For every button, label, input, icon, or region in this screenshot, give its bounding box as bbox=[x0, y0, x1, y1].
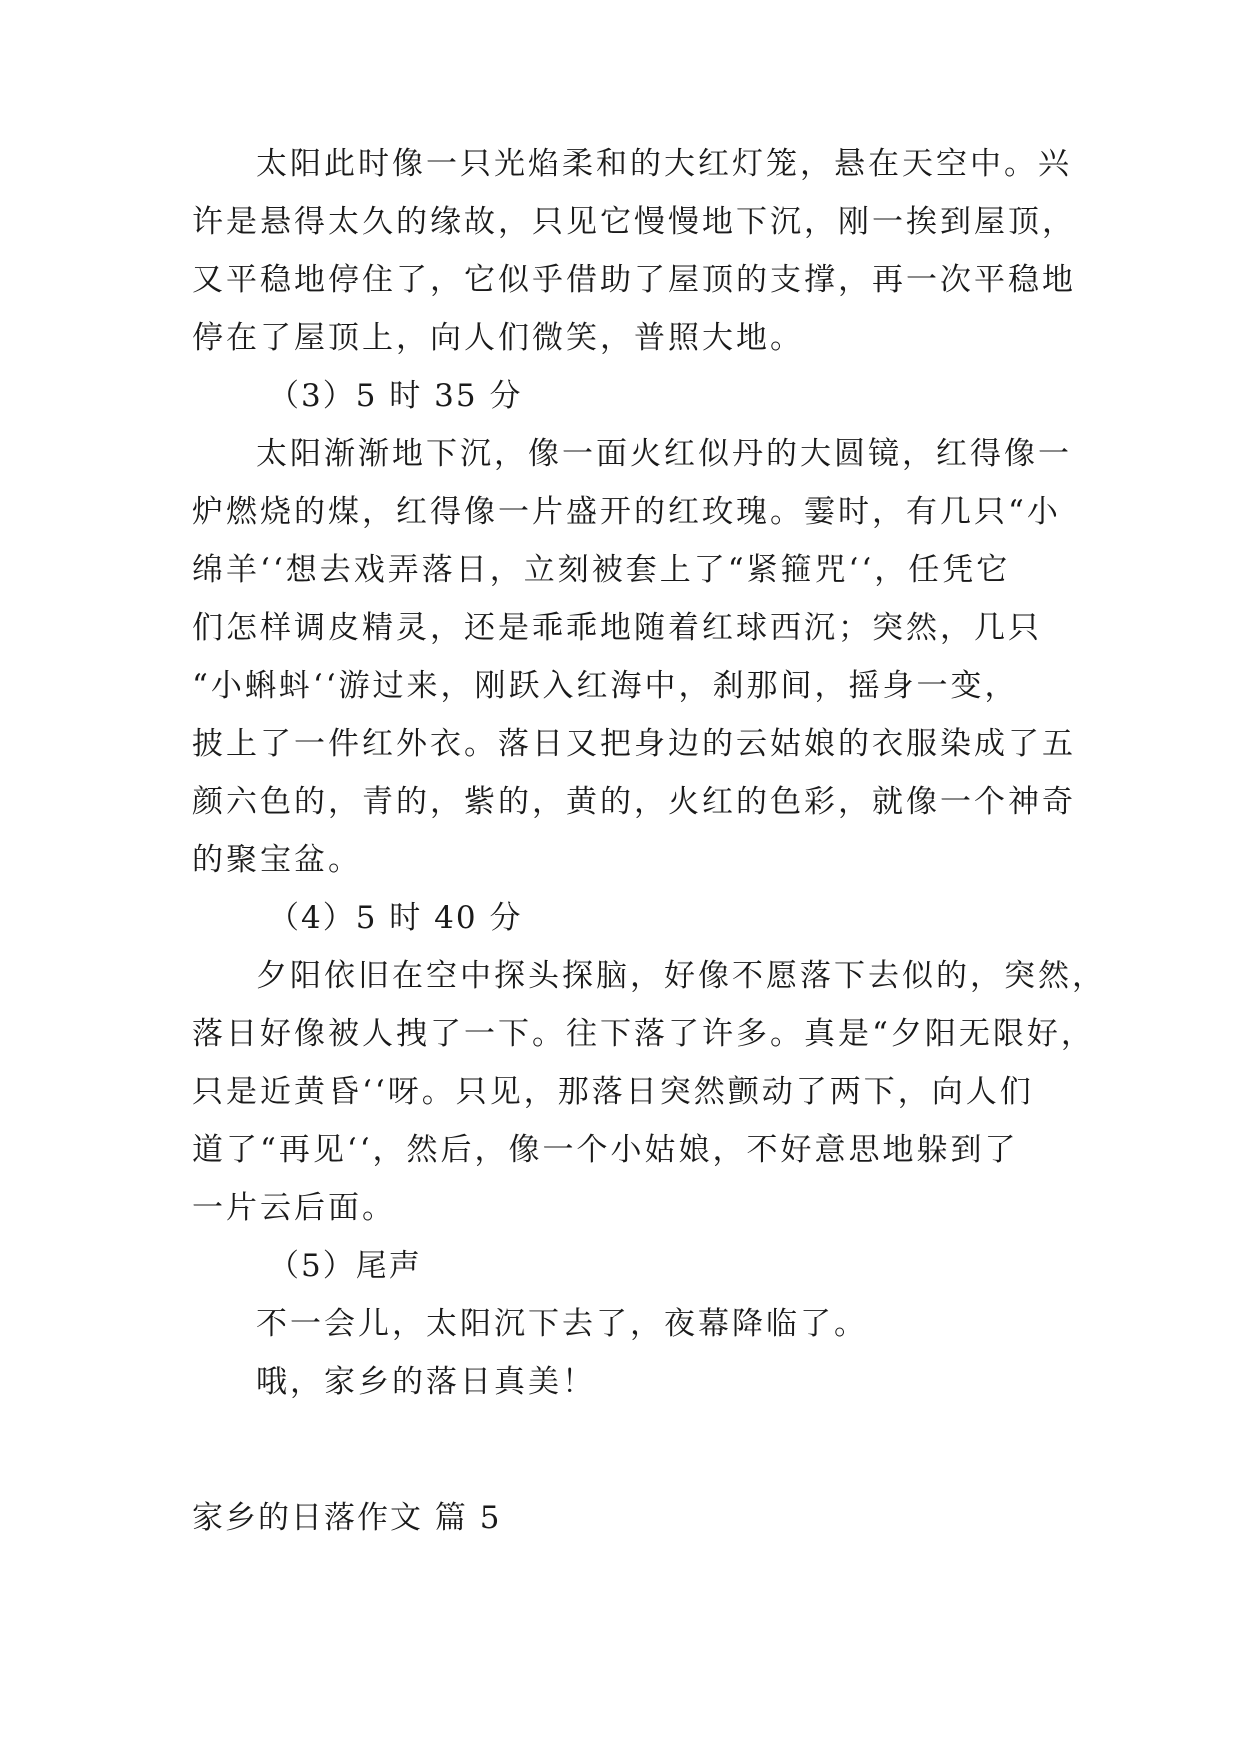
paragraph-line: 只是近黄昏‘‘呀。只见，那落日突然颤动了两下，向人们 bbox=[192, 1074, 1034, 1110]
paragraph-line: 夕阳依旧在空中探头探脑，好像不愿落下去似的，突然， bbox=[256, 958, 1106, 994]
paragraph-line: 许是悬得太久的缘故，只见它慢慢地下沉，刚一挨到屋顶， bbox=[192, 204, 1076, 240]
section-label-5: （5）尾声 bbox=[268, 1248, 422, 1284]
section-label-3: （3）5 时 35 分 bbox=[268, 378, 523, 414]
paragraph-line: 一片云后面。 bbox=[192, 1190, 396, 1226]
paragraph-line: “小蝌蚪‘‘游过来，刚跃入红海中，刹那间，摇身一变， bbox=[192, 668, 1019, 704]
paragraph-line: 停在了屋顶上，向人们微笑，普照大地。 bbox=[192, 320, 804, 356]
paragraph-line: 炉燃烧的煤，红得像一片盛开的红玫瑰。霎时，有几只“小 bbox=[192, 494, 1061, 530]
paragraph-line: 的聚宝盆。 bbox=[192, 842, 362, 878]
paragraph-line: 又平稳地停住了，它似乎借助了屋顶的支撑，再一次平稳地 bbox=[192, 262, 1076, 298]
paragraph-line: 道了“再见‘‘，然后，像一个小姑娘，不好意思地躲到了 bbox=[192, 1132, 1019, 1168]
next-article-heading: 家乡的日落作文 篇 5 bbox=[192, 1500, 502, 1536]
section-label-4: （4）5 时 40 分 bbox=[268, 900, 523, 936]
paragraph-line: 披上了一件红外衣。落日又把身边的云姑娘的衣服染成了五 bbox=[192, 726, 1076, 762]
paragraph-line: 落日好像被人拽了一下。往下落了许多。真是“夕阳无限好， bbox=[192, 1016, 1095, 1052]
paragraph-line: 们怎样调皮精灵，还是乖乖地随着红球西沉；突然，几只 bbox=[192, 610, 1042, 646]
paragraph-line: 太阳渐渐地下沉，像一面火红似丹的大圆镜，红得像一 bbox=[256, 436, 1072, 472]
paragraph-line: 哦，家乡的落日真美！ bbox=[256, 1364, 596, 1400]
paragraph-line: 不一会儿，太阳沉下去了，夜幕降临了。 bbox=[256, 1306, 868, 1342]
paragraph-line: 颜六色的，青的，紫的，黄的，火红的色彩，就像一个神奇 bbox=[192, 784, 1076, 820]
paragraph-line: 绵羊‘‘想去戏弄落日，立刻被套上了“紧箍咒‘‘，任凭它 bbox=[192, 552, 1011, 588]
paragraph-line: 太阳此时像一只光焰柔和的大红灯笼，悬在天空中。兴 bbox=[256, 146, 1072, 182]
